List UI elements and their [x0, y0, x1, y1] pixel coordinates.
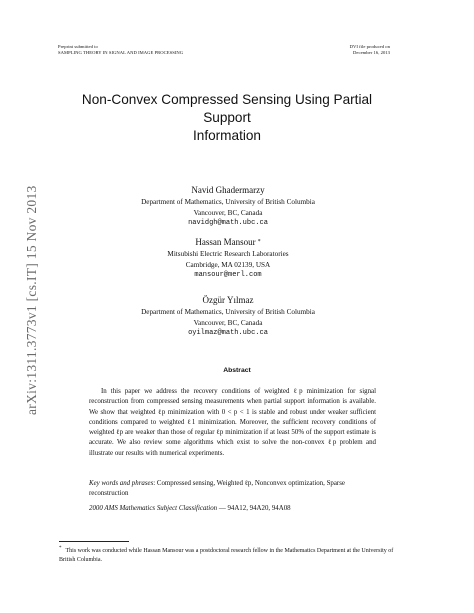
msc-codes: — 94A12, 94A20, 94A08	[217, 505, 291, 512]
author-name-line	[70, 236, 386, 248]
header-right	[350, 44, 390, 56]
arxiv-stamp: arXiv:1311.3773v1 [cs.IT] 15 Nov 2013	[24, 185, 39, 415]
header-left	[58, 44, 183, 56]
author-email[interactable]: oyilmaz@math.ubc.ca	[188, 329, 268, 337]
author-block-1	[70, 184, 386, 229]
submission-note: Preprint submitted to	[58, 44, 98, 49]
title-line-1: Non-Convex Compressed Sensing Using Partial Support	[81, 92, 373, 125]
abstract-text: In this paper we address the recovery conditions of weighted ℓp minimization for signal reconstruction from compressed sensing measurements when partial support information is available. We show that weighted ℓp minimization with 0 < p < 1 is stable and robust under weaker sufficient conditions compared to weighted ℓ1 minimization. Moreover, the sufficient recovery conditions of weighted ℓp are weaker than those of regular ℓp minimization if at least 50% of the support estimate is accurate. We also review some algorithms which exist to solve the non-convex ℓp problem and illustrate our results with numerical experiments.	[89, 388, 376, 457]
dvi-note: DVI file produced on	[349, 44, 390, 49]
production-date: December 16, 2013	[353, 50, 390, 55]
author-location: Vancouver, BC, Canada	[193, 208, 263, 217]
title-line-2: Information	[192, 128, 261, 143]
author-block-3	[70, 294, 386, 339]
author-name: Hassan Mansour	[195, 237, 256, 247]
msc-label: 2000 AMS Mathematics Subject Classification	[89, 505, 218, 512]
author-location: Cambridge, MA 02139, USA	[185, 260, 271, 269]
journal-name: SAMPLING THEORY IN SIGNAL AND IMAGE PROCESSING	[58, 50, 184, 55]
author-affiliation: Mitsubishi Electric Research Laboratories	[167, 250, 289, 258]
footnote-mark: *	[59, 546, 62, 551]
footnote-marker[interactable]: *	[257, 239, 261, 245]
abstract-heading: Abstract	[223, 367, 251, 374]
author-name: Navid Ghadermarzy	[191, 185, 265, 195]
footnote	[59, 545, 395, 564]
author-name: Özgür Yılmaz	[202, 295, 254, 305]
author-email[interactable]: navidgh@math.ubc.ca	[188, 219, 268, 227]
keywords-label: Key words and phrases	[89, 480, 154, 487]
author-affiliation: Department of Mathematics, University of British Columbia	[141, 198, 315, 206]
footnote-text: This work was conducted while Hassan Mansour was a postdoctoral research fellow in the Mathematics Department at the University of British Columbia.	[59, 548, 394, 563]
author-email[interactable]: mansour@merl.com	[194, 271, 262, 279]
author-location: Vancouver, BC, Canada	[193, 318, 263, 327]
abstract-body	[89, 387, 376, 459]
keywords	[89, 479, 376, 500]
msc-classification	[89, 504, 376, 514]
keywords-text: : Compressed sensing, Weighted ℓp, Nonconvex optimization, Sparse reconstruction	[89, 480, 345, 498]
author-affiliation: Department of Mathematics, University of British Columbia	[141, 308, 315, 316]
author-block-2	[70, 236, 386, 281]
footnote-rule	[59, 541, 129, 542]
paper-title	[60, 91, 394, 145]
